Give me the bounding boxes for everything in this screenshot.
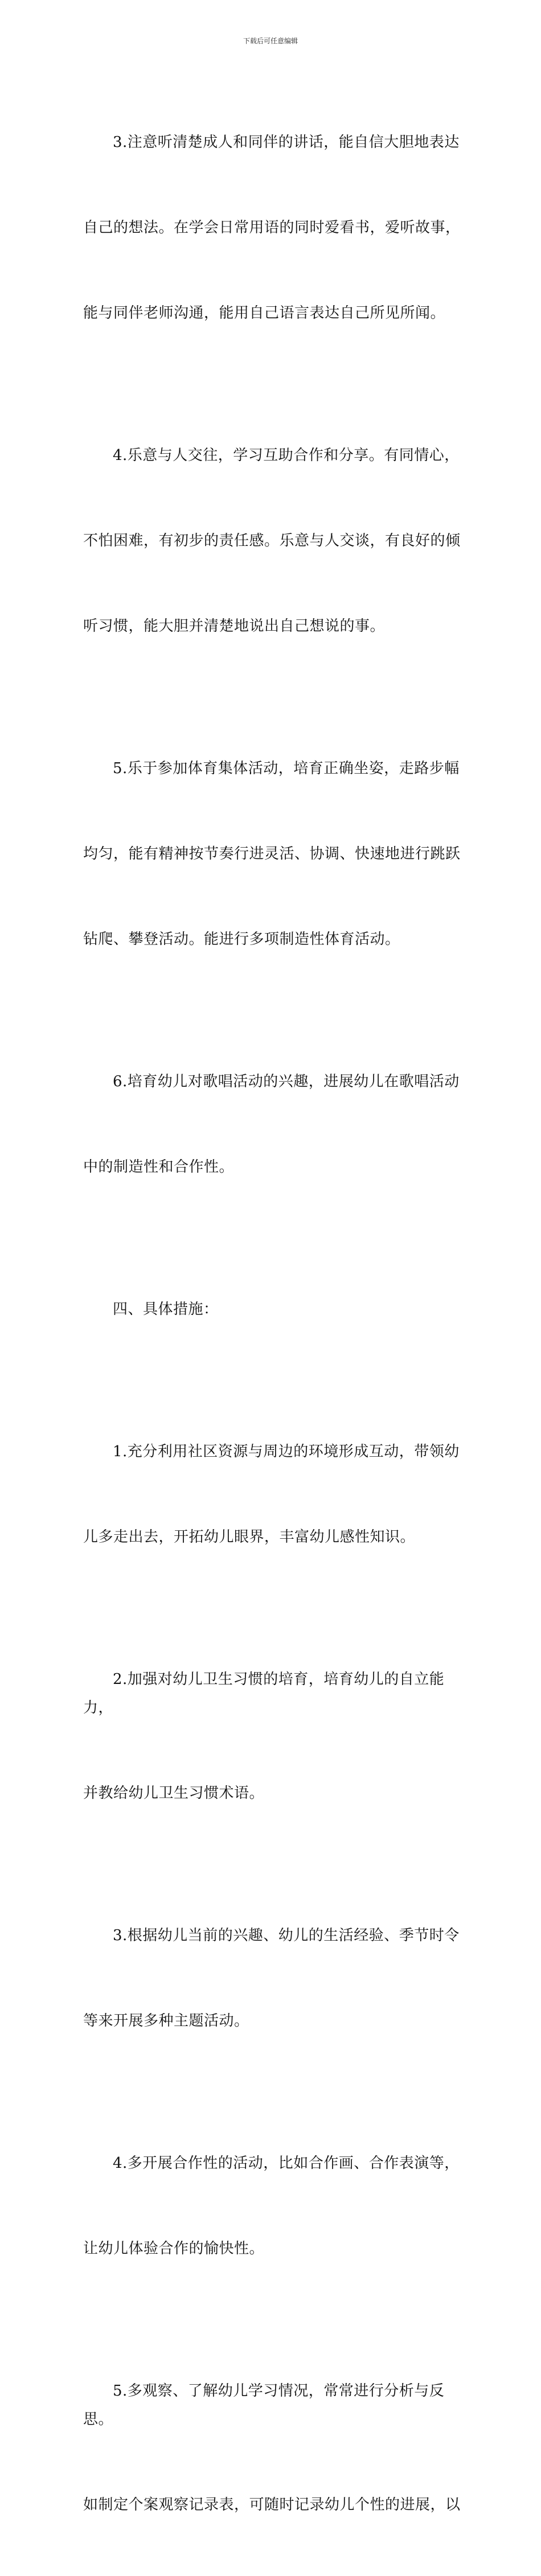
page-header: 下载后可任意编辑 [243, 37, 298, 45]
text-line: 不怕困难，有初步的责任感。乐意与人交谈，有良好的倾 [83, 532, 461, 549]
text-line: 3.注意听清楚成人和同伴的讲话，能自信大胆地表达 [113, 134, 460, 151]
text-line: 中的制造性和合作性。 [83, 1158, 235, 1176]
text-line: 四、具体措施： [113, 1301, 219, 1318]
paragraph-item-6 [83, 1010, 470, 1238]
text-line: 儿多走出去，开拓幼儿眼界，丰富幼儿感性知识。 [83, 1529, 416, 1546]
text-line: 并教给幼儿卫生习惯术语。 [83, 1785, 265, 1802]
text-line: 5.多观察、了解幼儿学习情况，常常进行分析与反思。 [83, 2382, 445, 2428]
document-body [83, 71, 470, 2576]
text-line: 3.根据幼儿当前的兴趣、幼儿的生活经验、季节时令 [113, 1927, 460, 1944]
section-heading [83, 1238, 470, 1381]
text-line: 4.多开展合作性的活动，比如合作画、合作表演等， [113, 2155, 460, 2172]
text-line: 4.乐意与人交往，学习互助合作和分享。有同情心， [113, 447, 460, 464]
text-line: 让幼儿体验合作的愉快性。 [83, 2240, 265, 2257]
measure-item-5 [83, 2320, 470, 2576]
text-line: 2.加强对幼儿卫生习惯的培育，培育幼儿的自立能力， [83, 1671, 445, 1716]
text-line: 听习惯，能大胆并清楚地说出自己想说的事。 [83, 618, 386, 635]
text-line: 自己的想法。在学会日常用语的同时爱看书，爱听故事， [83, 219, 461, 236]
text-line: 如制定个案观察记录表，可随时记录幼儿个性的进展，以 [83, 2496, 461, 2513]
text-line: 等来开展多种主题活动。 [83, 2012, 249, 2029]
text-line: 6.培育幼儿对歌唱活动的兴趣，进展幼儿在歌唱活动 [113, 1073, 460, 1090]
text-line: 均匀，能有精神按节奏行进灵活、协调、快速地进行跳跃 [83, 845, 461, 862]
text-line: 钻爬、攀登活动。能进行多项制造性体育活动。 [83, 931, 400, 948]
measure-item-2 [83, 1608, 470, 1864]
paragraph-item-3 [83, 71, 470, 384]
paragraph-item-5 [83, 697, 470, 1010]
measure-item-1 [83, 1381, 470, 1608]
paragraph-item-4 [83, 384, 470, 697]
text-line: 5.乐于参加体育集体活动，培育正确坐姿，走路步幅 [113, 760, 460, 777]
text-line: 能与同伴老师沟通，能用自己语言表达自己所见所闻。 [83, 305, 446, 322]
text-line: 1.充分利用社区资源与周边的环境形成互动，带领幼 [113, 1443, 460, 1460]
measure-item-4 [83, 2092, 470, 2320]
measure-item-3 [83, 1864, 470, 2092]
